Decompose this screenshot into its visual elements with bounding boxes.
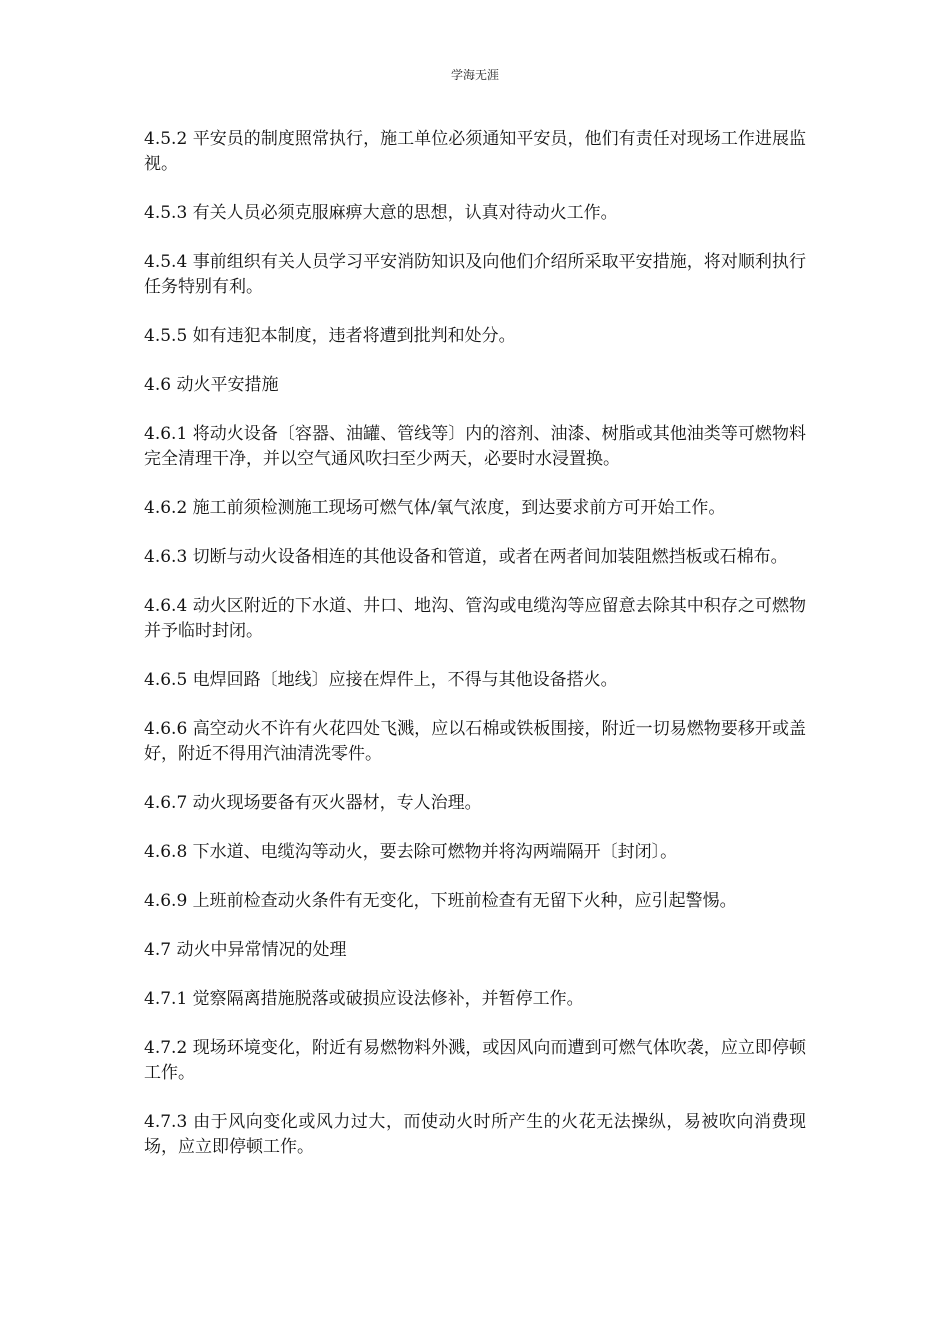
section-heading-4-7: 4.7 动火中异常情况的处理: [144, 940, 347, 960]
paragraph-4-6-5: 4.6.5 电焊回路〔地线〕应接在焊件上，不得与其他设备搭火。: [144, 670, 618, 690]
paragraph-4-6-4: 4.6.4 动火区附近的下水道、井口、地沟、管沟或电缆沟等应留意去除其中积存之可燃物并予临时封闭。: [144, 596, 806, 641]
paragraph-4-7-2: 4.7.2 现场环境变化，附近有易燃物料外溅，或因风向而遭到可燃气体吹袭，应立即停顿工作。: [144, 1038, 806, 1083]
page-header: 学海无涯: [450, 68, 499, 82]
paragraph-4-6-6: 4.6.6 高空动火不许有火花四处飞溅，应以石棉或铁板围接，附近一切易燃物要移开或盖好，附近不得用汽油清洗零件。: [144, 719, 806, 764]
paragraph-4-5-4: 4.5.4 事前组织有关人员学习平安消防知识及向他们介绍所采取平安措施，将对顺利执行任务特别有利。: [144, 252, 806, 297]
paragraph-4-5-2: 4.5.2 平安员的制度照常执行，施工单位必须通知平安员，他们有责任对现场工作进展监视。: [144, 129, 806, 174]
paragraph-4-6-7: 4.6.7 动火现场要备有灭火器材，专人治理。: [144, 793, 482, 813]
paragraph-4-6-8: 4.6.8 下水道、电缆沟等动火，要去除可燃物并将沟两端隔开〔封闭〕。: [144, 842, 678, 862]
paragraph-4-5-5: 4.5.5 如有违犯本制度，违者将遭到批判和处分。: [144, 326, 516, 346]
document-body: [144, 127, 806, 1184]
paragraph-4-7-3: 4.7.3 由于风向变化或风力过大，而使动火时所产生的火花无法操纵，易被吹向消费现场，应立即停顿工作。: [144, 1112, 806, 1157]
paragraph-4-6-2: 4.6.2 施工前须检测施工现场可燃气体/氧气浓度，到达要求前方可开始工作。: [144, 498, 726, 518]
section-heading-4-6: 4.6 动火平安措施: [144, 375, 279, 395]
paragraph-4-6-1: 4.6.1 将动火设备〔容器、油罐、管线等〕内的溶剂、油漆、树脂或其他油类等可燃物料完全清理干净，并以空气通风吹扫至少两天，必要时水浸置换。: [144, 424, 806, 469]
paragraph-4-6-3: 4.6.3 切断与动火设备相连的其他设备和管道，或者在两者间加装阻燃挡板或石棉布。: [144, 547, 788, 567]
paragraph-4-7-1: 4.7.1 觉察隔离措施脱落或破损应设法修补，并暂停工作。: [144, 989, 584, 1009]
paragraph-4-5-3: 4.5.3 有关人员必须克服麻痹大意的思想，认真对待动火工作。: [144, 203, 618, 223]
paragraph-4-6-9: 4.6.9 上班前检查动火条件有无变化，下班前检查有无留下火种，应引起警惕。: [144, 891, 737, 911]
